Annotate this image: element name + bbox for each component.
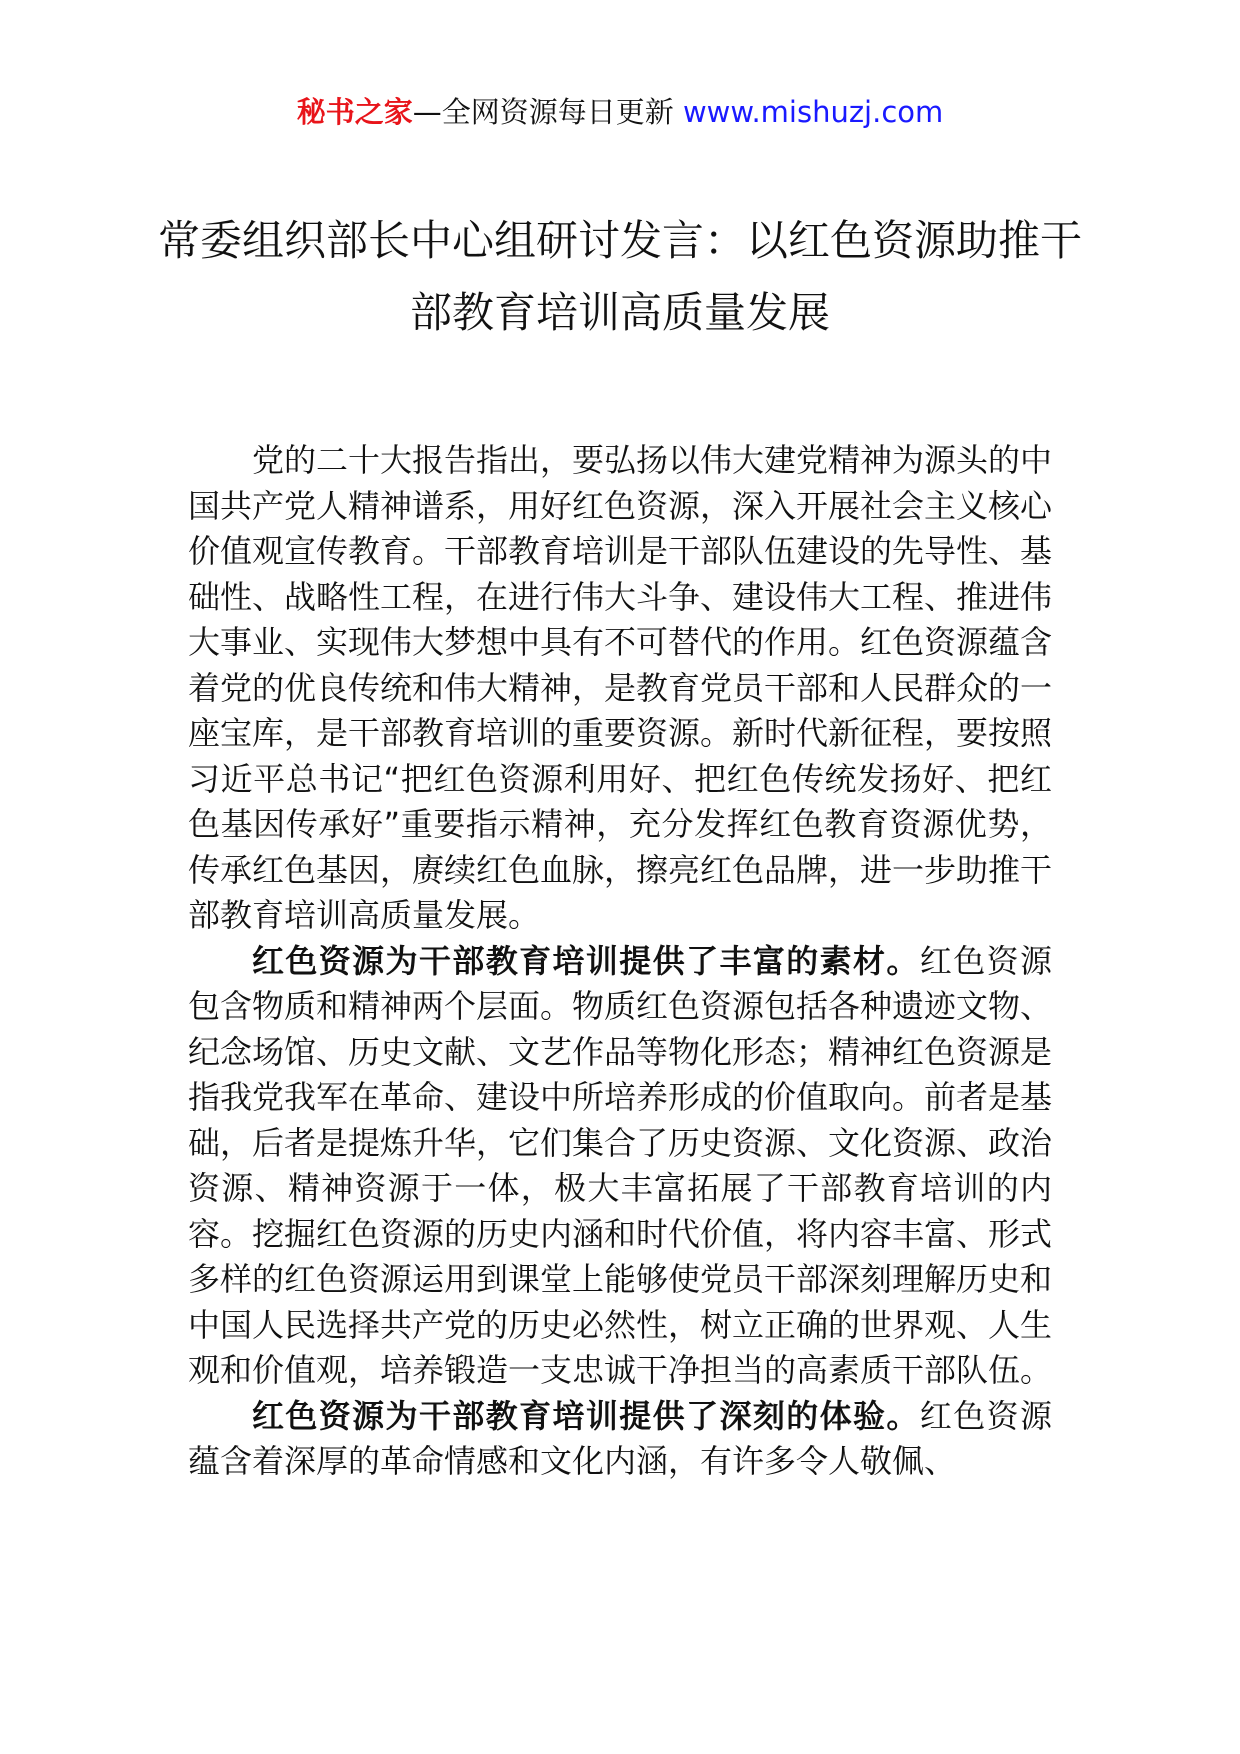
header-slogan: —全网资源每日更新	[412, 95, 674, 129]
paragraph-lead: 红色资源为干部教育培训提供了丰富的素材。	[252, 941, 920, 980]
website-link[interactable]: www.mishuzj.com	[682, 95, 944, 129]
paragraph	[188, 438, 1052, 939]
brand-name: 秘书之家	[296, 95, 413, 129]
document-title: 常委组织部长中心组研讨发言：以红色资源助推干部教育培训高质量发展	[157, 216, 1082, 337]
paragraph	[188, 939, 1052, 1394]
document-body	[188, 438, 1052, 1485]
paragraph-text: 党的二十大报告指出，要弘扬以伟大建党精神为源头的中国共产党人精神谱系，用好红色资源，深入开展社会主义核心价值观宣传教育。干部教育培训是干部队伍建设的先导性、基础性、战略性工程，在进行伟大斗争、建设伟大工程、推进伟大事业、实现伟大梦想中具有不可替代的作用。红色资源蕴含着党的优良传统和伟大精神，是教育党员干部和人民群众的一座宝库，是干部教育培训的重要资源。新时代新征程，要按照习近平总书记“把红色资源利用好、把红色传统发扬好、把红色基因传承好”重要指示精神，充分发挥红色教育资源优势，传承红色基因，赓续红色血脉，擦亮红色品牌，进一步助推干部教育培训高质量发展。	[188, 441, 1053, 934]
paragraph	[188, 1394, 1052, 1485]
site-header	[0, 92, 1240, 132]
paragraph-text: 红色资源蕴含着深厚的革命情感和文化内涵，有许多令人敬佩、	[188, 1396, 1052, 1480]
paragraph-lead: 红色资源为干部教育培训提供了深刻的体验。	[252, 1396, 920, 1435]
paragraph-text: 红色资源包含物质和精神两个层面。物质红色资源包括各种遗迹文物、纪念场馆、历史文献、文艺作品等物化形态；精神红色资源是指我党我军在革命、建设中所培养形成的价值取向。前者是基础，后者是提炼升华，它们集合了历史资源、文化资源、政治资源、精神资源于一体，极大丰富拓展了干部教育培训的内容。挖掘红色资源的历史内涵和时代价值，将内容丰富、形式多样的红色资源运用到课堂上能够使党员干部深刻理解历史和中国人民选择共产党的历史必然性，树立正确的世界观、人生观和价值观，培养锻造一支忠诚干净担当的高素质干部队伍。	[188, 941, 1053, 1389]
